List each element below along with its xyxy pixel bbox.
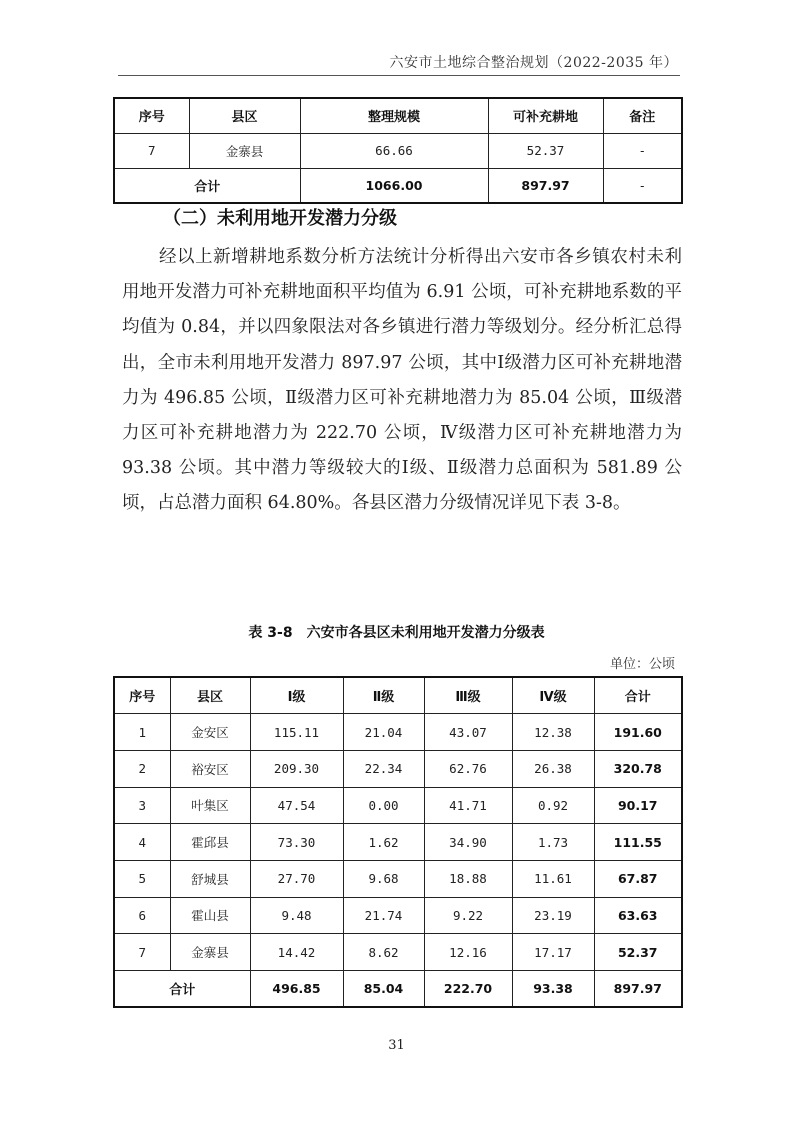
value-cell: 12.38 [512, 714, 594, 751]
total-note: - [603, 168, 682, 203]
header-rule [118, 75, 680, 76]
value-cell: 8.62 [343, 934, 424, 971]
value-cell: 21.04 [343, 714, 424, 751]
table-caption: 表 3-8 六安市各县区未利用地开发潜力分级表 [248, 625, 545, 641]
table-row [114, 133, 682, 168]
county-cell: 裕安区 [170, 750, 250, 787]
value-cell: 47.54 [250, 787, 343, 824]
header-cell: 合计 [594, 677, 682, 714]
county-cell: 霍山县 [170, 897, 250, 934]
row-index-cell: 4 [114, 824, 170, 861]
value-cell: 41.71 [424, 787, 512, 824]
potential-grade-table [113, 676, 683, 1008]
value-cell: 23.19 [512, 897, 594, 934]
row-index-cell: 6 [114, 897, 170, 934]
value-cell: 21.74 [343, 897, 424, 934]
total-cell: 93.38 [512, 971, 594, 1008]
row-total-cell: 90.17 [594, 787, 682, 824]
row-total-cell: 63.63 [594, 897, 682, 934]
value-cell: 209.30 [250, 750, 343, 787]
value-cell: 11.61 [512, 860, 594, 897]
header-cell: Ⅲ级 [424, 677, 512, 714]
header-cell: 备注 [603, 98, 682, 133]
value-cell: 9.22 [424, 897, 512, 934]
value-cell: 0.92 [512, 787, 594, 824]
total-cell: 897.97 [594, 971, 682, 1008]
county-cell: 金寨县 [170, 934, 250, 971]
table-row [114, 714, 682, 751]
row-total-cell: 191.60 [594, 714, 682, 751]
table-row [114, 934, 682, 971]
row-index-cell: 2 [114, 750, 170, 787]
value-cell: 1.73 [512, 824, 594, 861]
row-total-cell: 320.78 [594, 750, 682, 787]
value-cell: 12.16 [424, 934, 512, 971]
table-row [114, 824, 682, 861]
body-paragraph: 经以上新增耕地系数分析方法统计分析得出六安市各乡镇农村未利用地开发潜力可补充耕地面积平均值为 6.91 公顷，可补充耕地系数的平均值为 0.84，并以四象限法对各乡镇进行潜力等级划分。经分析汇总得出，全市未利用地开发潜力 897.97 公顷，其中Ⅰ级潜力区可补充耕地潜力为 496.85 公顷，Ⅱ级潜力区可补充耕地潜力为 85.04 公顷，Ⅲ级潜力区可补充耕地潜力为 222.70 公顷，Ⅳ级潜力区可补充耕地潜力为 93.38 公顷。其中潜力等级较大的Ⅰ级、Ⅱ级潜力总面积为 581.89 公顷，占总潜力面积 64.80%。各县区潜力分级情况详见下表 3-8。 [122, 247, 682, 514]
table-cell: 7 [114, 133, 189, 168]
row-index-cell: 5 [114, 860, 170, 897]
value-cell: 115.11 [250, 714, 343, 751]
row-index-cell: 7 [114, 934, 170, 971]
table-cell: 52.37 [488, 133, 603, 168]
header-cell: 整理规模 [300, 98, 488, 133]
value-cell: 17.17 [512, 934, 594, 971]
header-cell: Ⅰ级 [250, 677, 343, 714]
table-row [114, 750, 682, 787]
table-header-row [114, 98, 682, 133]
unit-label: 单位：公顷 [609, 657, 675, 672]
table-row [114, 897, 682, 934]
table-header-row [114, 677, 682, 714]
row-total-cell: 67.87 [594, 860, 682, 897]
value-cell: 73.30 [250, 824, 343, 861]
value-cell: 26.38 [512, 750, 594, 787]
total-cell: 496.85 [250, 971, 343, 1008]
value-cell: 22.34 [343, 750, 424, 787]
section-heading: （二）未利用地开发潜力分级 [163, 208, 397, 229]
value-cell: 14.42 [250, 934, 343, 971]
county-cell: 舒城县 [170, 860, 250, 897]
value-cell: 27.70 [250, 860, 343, 897]
row-index-cell: 1 [114, 714, 170, 751]
table-cell: 金寨县 [189, 133, 300, 168]
value-cell: 62.76 [424, 750, 512, 787]
table-total-row [114, 971, 682, 1008]
table-row [114, 787, 682, 824]
total-cell: 85.04 [343, 971, 424, 1008]
row-total-cell: 52.37 [594, 934, 682, 971]
header-cell: Ⅳ级 [512, 677, 594, 714]
total-scale: 1066.00 [300, 168, 488, 203]
table-cell: 66.66 [300, 133, 488, 168]
total-cell: 222.70 [424, 971, 512, 1008]
row-index-cell: 3 [114, 787, 170, 824]
value-cell: 9.48 [250, 897, 343, 934]
header-cell: 序号 [114, 677, 170, 714]
running-header: 六安市土地综合整治规划（2022-2035 年） [389, 55, 678, 71]
county-cell: 叶集区 [170, 787, 250, 824]
table-top-continuation [113, 97, 683, 204]
header-cell: Ⅱ级 [343, 677, 424, 714]
county-cell: 霍邱县 [170, 824, 250, 861]
total-label: 合计 [114, 168, 300, 203]
table-row [114, 860, 682, 897]
value-cell: 34.90 [424, 824, 512, 861]
value-cell: 1.62 [343, 824, 424, 861]
value-cell: 18.88 [424, 860, 512, 897]
table-total-row [114, 168, 682, 203]
total-supplement: 897.97 [488, 168, 603, 203]
table-cell: - [603, 133, 682, 168]
header-cell: 可补充耕地 [488, 98, 603, 133]
value-cell: 9.68 [343, 860, 424, 897]
value-cell: 43.07 [424, 714, 512, 751]
total-label: 合计 [114, 971, 250, 1008]
page-number: 31 [388, 1038, 405, 1053]
county-cell: 金安区 [170, 714, 250, 751]
header-cell: 序号 [114, 98, 189, 133]
header-cell: 县区 [170, 677, 250, 714]
value-cell: 0.00 [343, 787, 424, 824]
header-cell: 县区 [189, 98, 300, 133]
row-total-cell: 111.55 [594, 824, 682, 861]
